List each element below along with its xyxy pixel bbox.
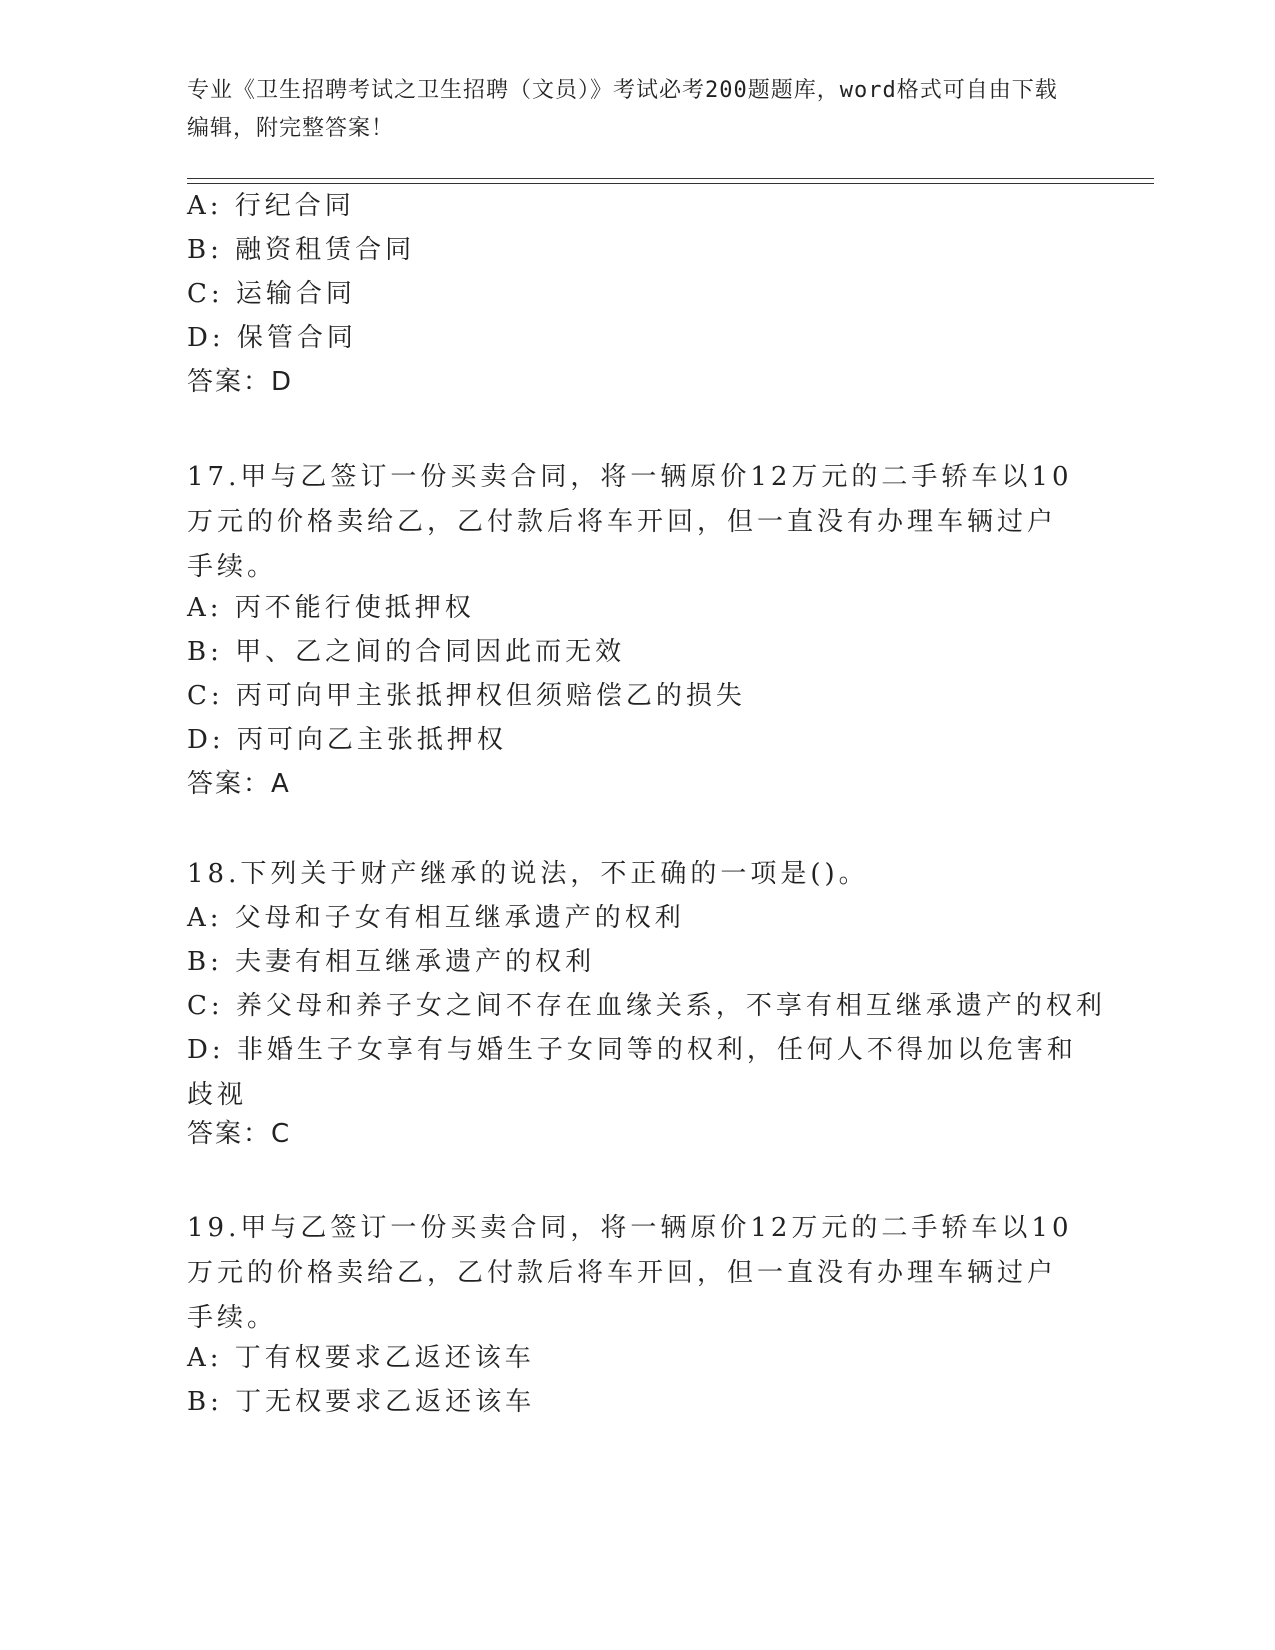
option-b: B: 丁无权要求乙返还该车 (187, 1387, 536, 1417)
question-18: 18.下列关于财产继承的说法，不正确的一项是()。 (187, 859, 869, 889)
header-divider-bottom (187, 183, 1154, 184)
answer-line: 答案：A (187, 769, 291, 799)
option-a: A: 丙不能行使抵押权 (187, 593, 475, 623)
option-d: D: 保管合同 (187, 323, 357, 353)
answer-line: 答案：C (187, 1119, 292, 1149)
question-19: 19.甲与乙签订一份买卖合同，将一辆原价12万元的二手轿车以10万元的价格卖给乙，乙付款后将车开回，但一直没有办理车辆过户手续。 (187, 1213, 1073, 1333)
option-b: B: 甲、乙之间的合同因此而无效 (187, 637, 626, 667)
option-d: D: 丙可向乙主张抵押权 (187, 725, 507, 755)
option-a: A: 父母和子女有相互继承遗产的权利 (187, 903, 685, 933)
question-17: 17.甲与乙签订一份买卖合同，将一辆原价12万元的二手轿车以10万元的价格卖给乙，乙付款后将车开回，但一直没有办理车辆过户手续。 (187, 462, 1073, 582)
header-divider-top (187, 178, 1154, 179)
answer-line: 答案：D (187, 367, 294, 397)
option-d: D: 非婚生子女享有与婚生子女同等的权利，任何人不得加以危害和歧视 (187, 1035, 1077, 1110)
option-a: A: 行纪合同 (187, 191, 355, 221)
option-c: C: 丙可向甲主张抵押权但须赔偿乙的损失 (187, 681, 746, 711)
option-a: A: 丁有权要求乙返还该车 (187, 1343, 535, 1373)
option-c: C: 运输合同 (187, 279, 356, 309)
option-c: C: 养父母和养子女之间不存在血缘关系，不享有相互继承遗产的权利 (187, 991, 1106, 1021)
option-b: B: 融资租赁合同 (187, 235, 416, 265)
option-b: B: 夫妻有相互继承遗产的权利 (187, 947, 596, 977)
document-header: 专业《卫生招聘考试之卫生招聘（文员）》考试必考200题题库，word格式可自由下载编辑，附完整答案！ (187, 78, 1058, 141)
